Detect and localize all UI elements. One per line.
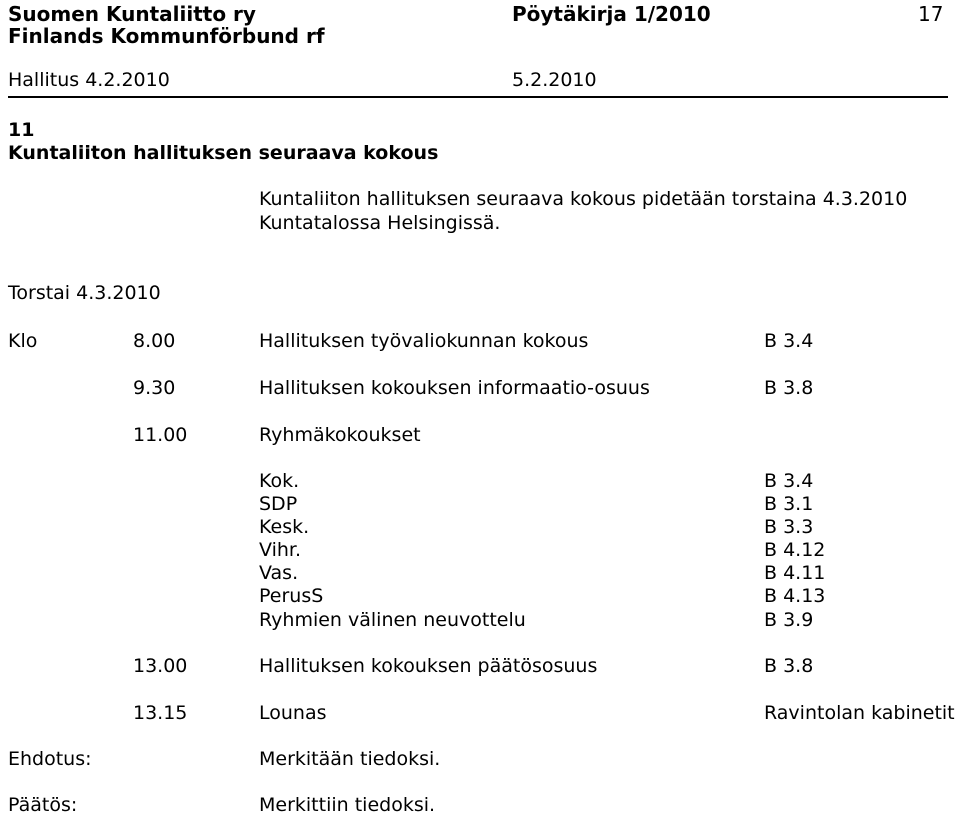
group-name: SDP (259, 493, 298, 515)
schedule-item: Hallituksen kokouksen informaatio-osuus (259, 377, 650, 399)
proposal-label: Ehdotus: (8, 748, 92, 770)
intro-line-2: Kuntatalossa Helsingissä. (259, 212, 501, 234)
group-name: Vihr. (259, 539, 302, 561)
klo-label: Klo (8, 330, 38, 352)
group-name: Vas. (259, 562, 299, 584)
schedule-room: B 3.8 (764, 377, 814, 399)
group-room: B 4.13 (764, 585, 826, 607)
group-room: B 3.4 (764, 470, 814, 492)
group-room: B 3.3 (764, 516, 814, 538)
schedule-time: 13.15 (133, 702, 188, 724)
meeting-day: Torstai 4.3.2010 (8, 282, 161, 304)
group-room: B 4.12 (764, 539, 826, 561)
org-name-sv: Finlands Kommunförbund rf (8, 24, 325, 48)
group-name: Kok. (259, 470, 300, 492)
schedule-item: Ryhmäkokoukset (259, 424, 421, 446)
header-divider (8, 96, 948, 98)
group-name: PerusS (259, 585, 324, 607)
schedule-item: Lounas (259, 702, 327, 724)
schedule-time: 13.00 (133, 655, 188, 677)
schedule-time: 11.00 (133, 424, 188, 446)
decision-text: Merkittiin tiedoksi. (259, 794, 436, 816)
schedule-room: Ravintolan kabinetit (764, 702, 955, 724)
meeting-date: 5.2.2010 (512, 69, 597, 91)
schedule-item: Hallituksen työvaliokunnan kokous (259, 330, 589, 352)
page-number: 17 (918, 2, 944, 26)
doc-title: Pöytäkirja 1/2010 (512, 2, 711, 26)
org-name-fi: Suomen Kuntaliitto ry (8, 2, 256, 26)
intro-line-1: Kuntaliiton hallituksen seuraava kokous pidetään torstaina 4.3.2010 (259, 188, 908, 210)
section-number: 11 (8, 119, 35, 141)
schedule-room: B 3.8 (764, 655, 814, 677)
group-room: B 4.11 (764, 562, 826, 584)
group-name: Kesk. (259, 516, 310, 538)
meeting-label: Hallitus 4.2.2010 (8, 69, 170, 91)
schedule-item: Hallituksen kokouksen päätösosuus (259, 655, 598, 677)
schedule-time: 8.00 (133, 330, 176, 352)
schedule-room: B 3.4 (764, 330, 814, 352)
group-room: B 3.9 (764, 609, 814, 631)
proposal-text: Merkitään tiedoksi. (259, 748, 441, 770)
section-title: Kuntaliiton hallituksen seuraava kokous (8, 142, 439, 164)
schedule-time: 9.30 (133, 377, 176, 399)
decision-label: Päätös: (8, 794, 78, 816)
group-name: Ryhmien välinen neuvottelu (259, 609, 526, 631)
group-room: B 3.1 (764, 493, 814, 515)
